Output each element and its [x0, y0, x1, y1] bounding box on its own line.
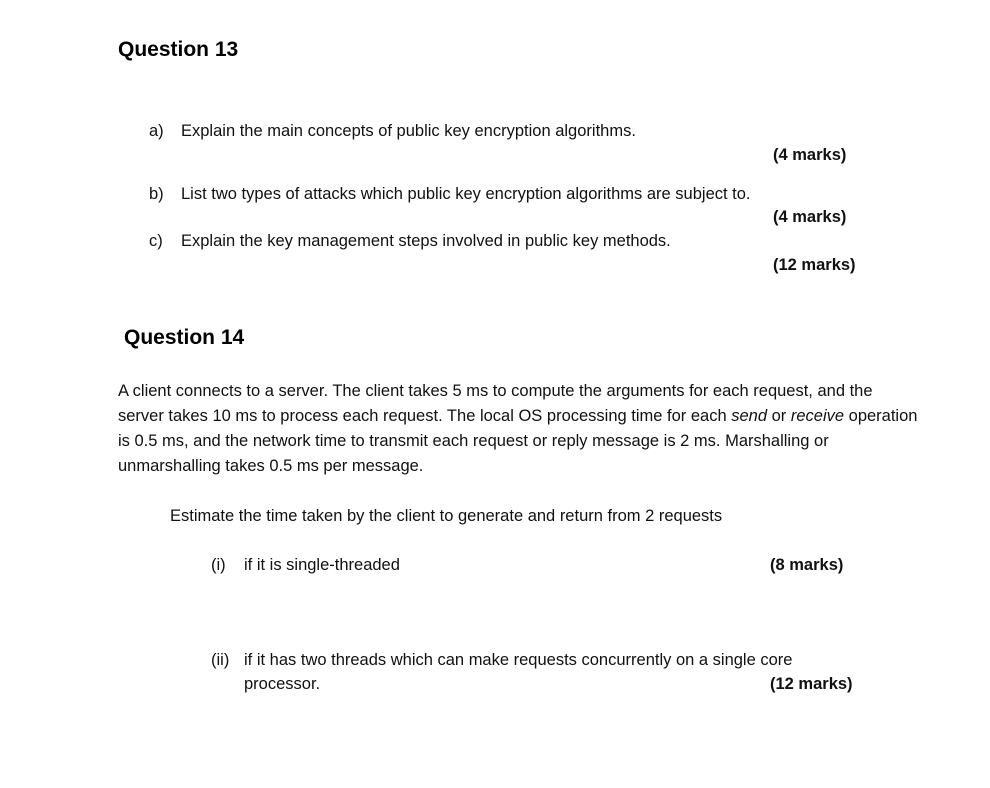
- q14-paragraph: [118, 379, 918, 479]
- q14-ii-line2: processor.: [244, 675, 321, 693]
- q14-i-text: if it is single-threaded: [244, 556, 400, 574]
- q14-i-label: (i): [211, 556, 226, 574]
- q14-para-send: send: [731, 407, 768, 425]
- q14-i-marks: (8 marks): [770, 556, 844, 574]
- q14-ii-label: (ii): [211, 651, 230, 669]
- q13-c-text: Explain the key management steps involved in public key methods.: [181, 232, 671, 250]
- q13-a-marks: (4 marks): [773, 146, 847, 164]
- q13-a-label: a): [149, 122, 164, 140]
- q14-para-receive: receive: [790, 407, 845, 425]
- q13-b-text: List two types of attacks which public key encryption algorithms are subject to.: [181, 185, 751, 203]
- q14-estimate: Estimate the time taken by the client to generate and return from 2 requests: [170, 507, 723, 525]
- q13-c-marks: (12 marks): [773, 256, 856, 274]
- q14-ii-marks: (12 marks): [770, 675, 853, 693]
- q14-para-or: or: [767, 407, 791, 425]
- q14-para-s2: operation is 0.5 ms, and the network time to transmit each request or reply message is 2 ms. Marshalling or unmarshalling takes 0.5 ms per message.: [118, 407, 918, 475]
- q14-title: Question 14: [124, 326, 245, 349]
- q13-b-marks: (4 marks): [773, 208, 847, 226]
- q14-para-s1: A client connects to a server. The client takes 5 ms to compute the arguments for each request, and the server takes 10 ms to process each request. The local OS processing time for each: [118, 382, 873, 425]
- q13-b-label: b): [149, 185, 164, 203]
- q13-c-label: c): [149, 232, 163, 250]
- q14-ii-line1: if it has two threads which can make requests concurrently on a single core: [244, 651, 793, 669]
- q13-title: Question 13: [118, 38, 239, 61]
- q13-a-text: Explain the main concepts of public key encryption algorithms.: [181, 122, 636, 140]
